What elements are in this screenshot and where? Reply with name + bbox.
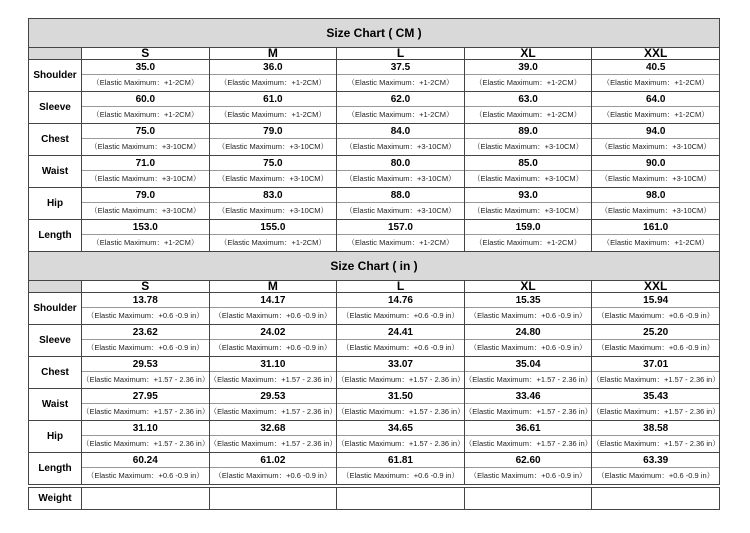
measurement-row (29, 293, 720, 325)
elastic-note: （Elastic Maximum：+1-2CM） (602, 78, 709, 87)
weight-cell (592, 488, 720, 510)
elastic-note: （Elastic Maximum：+1-2CM） (347, 238, 454, 247)
measurement-cell (337, 421, 465, 453)
measurement-cell (82, 92, 210, 124)
elastic-note: （Elastic Maximum：+1.57 - 2.36 in） (464, 375, 593, 384)
measurement-row (29, 220, 720, 252)
measurement-cell (209, 453, 337, 485)
size-header-l: L (337, 281, 465, 293)
header-corner (29, 48, 82, 60)
measurement-value: 63.39 (592, 453, 719, 468)
elastic-note: （Elastic Maximum：+3-10CM） (600, 142, 711, 151)
measurement-cell (209, 124, 337, 156)
measurement-cell (592, 60, 720, 92)
elastic-note: （Elastic Maximum：+0.6 -0.9 in） (86, 343, 204, 352)
size-header-m: M (209, 48, 337, 60)
elastic-note: （Elastic Maximum：+3-10CM） (472, 174, 584, 183)
measurement-label: Chest (29, 124, 82, 156)
measurement-value: 79.0 (210, 124, 337, 139)
size-header-xl: XL (464, 48, 592, 60)
measurement-value: 24.80 (465, 325, 592, 340)
size-chart-cm-title: Size Chart ( CM ) (29, 19, 720, 48)
measurement-cell (592, 325, 720, 357)
measurement-value: 37.5 (337, 60, 464, 75)
elastic-note: （Elastic Maximum：+1-2CM） (475, 238, 582, 247)
measurement-cell (592, 293, 720, 325)
measurement-label: Waist (29, 389, 82, 421)
size-header-xxl: XXL (592, 48, 720, 60)
elastic-note: （Elastic Maximum：+0.6 -0.9 in） (214, 343, 332, 352)
measurement-cell (209, 92, 337, 124)
header-corner (29, 281, 82, 293)
elastic-note: （Elastic Maximum：+0.6 -0.9 in） (469, 471, 587, 480)
elastic-note: （Elastic Maximum：+0.6 -0.9 in） (342, 471, 459, 480)
measurement-cell (82, 325, 210, 357)
elastic-note: （Elastic Maximum：+0.6 -0.9 in） (86, 471, 204, 480)
measurement-cell (82, 293, 210, 325)
measurement-cell (209, 421, 337, 453)
elastic-note: （Elastic Maximum：+3-10CM） (90, 142, 201, 151)
measurement-cell (592, 124, 720, 156)
measurement-row (29, 60, 720, 92)
measurement-cell (337, 220, 465, 252)
measurement-cell (337, 124, 465, 156)
elastic-note: （Elastic Maximum：+1.57 - 2.36 in） (337, 439, 465, 448)
measurement-value: 60.24 (82, 453, 209, 468)
measurement-value: 61.02 (210, 453, 337, 468)
measurement-value: 157.0 (337, 220, 464, 235)
measurement-value: 62.60 (465, 453, 592, 468)
measurement-cell (82, 188, 210, 220)
measurement-row (29, 188, 720, 220)
elastic-note: （Elastic Maximum：+1-2CM） (92, 110, 199, 119)
elastic-note: （Elastic Maximum：+0.6 -0.9 in） (597, 343, 715, 352)
measurement-cell (82, 156, 210, 188)
measurement-value: 153.0 (82, 220, 209, 235)
measurement-value: 79.0 (82, 188, 209, 203)
measurement-cell (337, 325, 465, 357)
elastic-note: （Elastic Maximum：+1.57 - 2.36 in） (82, 375, 210, 384)
measurement-value: 61.0 (210, 92, 337, 107)
measurement-cell (464, 357, 592, 389)
measurement-cell (209, 357, 337, 389)
size-header-m: M (209, 281, 337, 293)
weight-row (29, 488, 720, 510)
elastic-note: （Elastic Maximum：+1-2CM） (347, 78, 454, 87)
measurement-value: 35.43 (592, 389, 719, 404)
measurement-cell (209, 220, 337, 252)
measurement-cell (337, 389, 465, 421)
size-chart-inch-title: Size Chart ( in ) (29, 252, 720, 281)
elastic-note: （Elastic Maximum：+3-10CM） (90, 174, 201, 183)
elastic-note: （Elastic Maximum：+1.57 - 2.36 in） (82, 439, 210, 448)
measurement-value: 14.17 (210, 293, 337, 308)
measurement-value: 36.0 (210, 60, 337, 75)
measurement-cell (464, 325, 592, 357)
measurement-row (29, 92, 720, 124)
measurement-value: 71.0 (82, 156, 209, 171)
measurement-cell (592, 389, 720, 421)
measurement-value: 64.0 (592, 92, 719, 107)
measurement-value: 90.0 (592, 156, 719, 171)
measurement-value: 32.68 (210, 421, 337, 436)
measurement-value: 23.62 (82, 325, 209, 340)
measurement-row (29, 357, 720, 389)
elastic-note: （Elastic Maximum：+0.6 -0.9 in） (597, 471, 715, 480)
measurement-cell (209, 293, 337, 325)
measurement-cell (464, 389, 592, 421)
size-chart-cm-table (28, 18, 720, 252)
measurement-value: 25.20 (592, 325, 719, 340)
measurement-cell (82, 124, 210, 156)
elastic-note: （Elastic Maximum：+1-2CM） (475, 110, 582, 119)
measurement-row (29, 325, 720, 357)
size-header-s: S (82, 281, 210, 293)
measurement-label: Hip (29, 421, 82, 453)
elastic-note: （Elastic Maximum：+1.57 - 2.36 in） (209, 407, 337, 416)
measurement-value: 15.35 (465, 293, 592, 308)
elastic-note: （Elastic Maximum：+1.57 - 2.36 in） (209, 375, 337, 384)
measurement-value: 155.0 (210, 220, 337, 235)
measurement-cell (82, 220, 210, 252)
weight-cell (464, 488, 592, 510)
measurement-value: 85.0 (465, 156, 592, 171)
measurement-cell (82, 60, 210, 92)
measurement-cell (209, 325, 337, 357)
elastic-note: （Elastic Maximum：+1.57 - 2.36 in） (592, 375, 720, 384)
measurement-label: Shoulder (29, 60, 82, 92)
elastic-note: （Elastic Maximum：+1.57 - 2.36 in） (209, 439, 337, 448)
measurement-value: 89.0 (465, 124, 592, 139)
measurement-row (29, 421, 720, 453)
elastic-note: （Elastic Maximum：+1-2CM） (219, 78, 326, 87)
size-chart-inch-header (29, 281, 720, 293)
measurement-value: 80.0 (337, 156, 464, 171)
elastic-note: （Elastic Maximum：+3-10CM） (90, 206, 201, 215)
size-header-xxl: XXL (592, 281, 720, 293)
measurement-cell (209, 389, 337, 421)
elastic-note: （Elastic Maximum：+1.57 - 2.36 in） (464, 407, 593, 416)
measurement-cell (592, 453, 720, 485)
measurement-label: Chest (29, 357, 82, 389)
elastic-note: （Elastic Maximum：+1-2CM） (347, 110, 454, 119)
elastic-note: （Elastic Maximum：+1.57 - 2.36 in） (592, 407, 720, 416)
measurement-cell (82, 357, 210, 389)
measurement-cell (592, 421, 720, 453)
elastic-note: （Elastic Maximum：+3-10CM） (472, 206, 584, 215)
weight-cell (82, 488, 210, 510)
measurement-cell (337, 188, 465, 220)
measurement-value: 29.53 (82, 357, 209, 372)
measurement-cell (337, 156, 465, 188)
measurement-cell (209, 156, 337, 188)
measurement-value: 75.0 (210, 156, 337, 171)
measurement-cell (464, 156, 592, 188)
elastic-note: （Elastic Maximum：+1-2CM） (92, 78, 199, 87)
measurement-label: Sleeve (29, 92, 82, 124)
weight-table (28, 487, 720, 510)
elastic-note: （Elastic Maximum：+3-10CM） (217, 206, 328, 215)
measurement-cell (592, 92, 720, 124)
measurement-cell (337, 60, 465, 92)
measurement-value: 88.0 (337, 188, 464, 203)
measurement-row (29, 389, 720, 421)
elastic-note: （Elastic Maximum：+3-10CM） (472, 142, 584, 151)
measurement-row (29, 156, 720, 188)
elastic-note: （Elastic Maximum：+0.6 -0.9 in） (342, 343, 459, 352)
weight-cell (337, 488, 465, 510)
elastic-note: （Elastic Maximum：+3-10CM） (217, 174, 328, 183)
weight-label: Weight (29, 488, 82, 510)
measurement-cell (82, 389, 210, 421)
measurement-value: 61.81 (337, 453, 464, 468)
measurement-cell (464, 92, 592, 124)
measurement-value: 37.01 (592, 357, 719, 372)
elastic-note: （Elastic Maximum：+0.6 -0.9 in） (214, 311, 332, 320)
measurement-label: Waist (29, 156, 82, 188)
measurement-cell (209, 188, 337, 220)
measurement-value: 39.0 (465, 60, 592, 75)
elastic-note: （Elastic Maximum：+0.6 -0.9 in） (469, 311, 587, 320)
measurement-label: Length (29, 453, 82, 485)
measurement-label: Shoulder (29, 293, 82, 325)
elastic-note: （Elastic Maximum：+1.57 - 2.36 in） (337, 407, 465, 416)
measurement-value: 24.41 (337, 325, 464, 340)
measurement-value: 63.0 (465, 92, 592, 107)
measurement-row (29, 124, 720, 156)
elastic-note: （Elastic Maximum：+1.57 - 2.36 in） (82, 407, 210, 416)
measurement-cell (337, 357, 465, 389)
measurement-cell (592, 156, 720, 188)
elastic-note: （Elastic Maximum：+3-10CM） (600, 174, 711, 183)
measurement-value: 33.46 (465, 389, 592, 404)
elastic-note: （Elastic Maximum：+1.57 - 2.36 in） (464, 439, 593, 448)
elastic-note: （Elastic Maximum：+1-2CM） (602, 110, 709, 119)
measurement-cell (464, 188, 592, 220)
measurement-cell (82, 421, 210, 453)
measurement-cell (337, 92, 465, 124)
measurement-value: 35.0 (82, 60, 209, 75)
measurement-cell (464, 124, 592, 156)
measurement-label: Hip (29, 188, 82, 220)
elastic-note: （Elastic Maximum：+1-2CM） (92, 238, 199, 247)
elastic-note: （Elastic Maximum：+3-10CM） (217, 142, 328, 151)
measurement-cell (464, 293, 592, 325)
measurement-value: 94.0 (592, 124, 719, 139)
size-chart-inch-table (28, 251, 720, 485)
weight-cell (209, 488, 337, 510)
measurement-value: 35.04 (465, 357, 592, 372)
measurement-value: 36.61 (465, 421, 592, 436)
measurement-cell (82, 453, 210, 485)
measurement-value: 34.65 (337, 421, 464, 436)
measurement-cell (209, 60, 337, 92)
elastic-note: （Elastic Maximum：+1.57 - 2.36 in） (337, 375, 465, 384)
measurement-value: 62.0 (337, 92, 464, 107)
measurement-cell (592, 220, 720, 252)
measurement-value: 84.0 (337, 124, 464, 139)
elastic-note: （Elastic Maximum：+1-2CM） (475, 78, 582, 87)
elastic-note: （Elastic Maximum：+1-2CM） (219, 110, 326, 119)
measurement-cell (464, 60, 592, 92)
measurement-cell (337, 453, 465, 485)
measurement-value: 93.0 (465, 188, 592, 203)
measurement-value: 31.10 (210, 357, 337, 372)
measurement-value: 31.10 (82, 421, 209, 436)
measurement-value: 27.95 (82, 389, 209, 404)
elastic-note: （Elastic Maximum：+3-10CM） (345, 206, 456, 215)
measurement-cell (464, 220, 592, 252)
measurement-value: 161.0 (592, 220, 719, 235)
size-header-xl: XL (464, 281, 592, 293)
measurement-cell (464, 453, 592, 485)
measurement-value: 24.02 (210, 325, 337, 340)
measurement-value: 75.0 (82, 124, 209, 139)
measurement-value: 33.07 (337, 357, 464, 372)
measurement-cell (337, 293, 465, 325)
elastic-note: （Elastic Maximum：+3-10CM） (345, 142, 456, 151)
measurement-value: 159.0 (465, 220, 592, 235)
elastic-note: （Elastic Maximum：+0.6 -0.9 in） (342, 311, 459, 320)
elastic-note: （Elastic Maximum：+0.6 -0.9 in） (86, 311, 204, 320)
elastic-note: （Elastic Maximum：+3-10CM） (345, 174, 456, 183)
measurement-cell (592, 357, 720, 389)
elastic-note: （Elastic Maximum：+0.6 -0.9 in） (597, 311, 715, 320)
measurement-value: 29.53 (210, 389, 337, 404)
size-chart-cm-header (29, 48, 720, 60)
measurement-value: 98.0 (592, 188, 719, 203)
measurement-label: Length (29, 220, 82, 252)
measurement-value: 83.0 (210, 188, 337, 203)
measurement-value: 40.5 (592, 60, 719, 75)
measurement-cell (464, 421, 592, 453)
elastic-note: （Elastic Maximum：+0.6 -0.9 in） (469, 343, 587, 352)
measurement-row (29, 453, 720, 485)
measurement-label: Sleeve (29, 325, 82, 357)
elastic-note: （Elastic Maximum：+3-10CM） (600, 206, 711, 215)
measurement-cell (592, 188, 720, 220)
size-header-l: L (337, 48, 465, 60)
measurement-value: 15.94 (592, 293, 719, 308)
measurement-value: 38.58 (592, 421, 719, 436)
measurement-value: 60.0 (82, 92, 209, 107)
elastic-note: （Elastic Maximum：+1-2CM） (602, 238, 709, 247)
elastic-note: （Elastic Maximum：+1-2CM） (219, 238, 326, 247)
elastic-note: （Elastic Maximum：+0.6 -0.9 in） (214, 471, 332, 480)
measurement-value: 13.78 (82, 293, 209, 308)
measurement-value: 31.50 (337, 389, 464, 404)
measurement-value: 14.76 (337, 293, 464, 308)
elastic-note: （Elastic Maximum：+1.57 - 2.36 in） (592, 439, 720, 448)
size-header-s: S (82, 48, 210, 60)
